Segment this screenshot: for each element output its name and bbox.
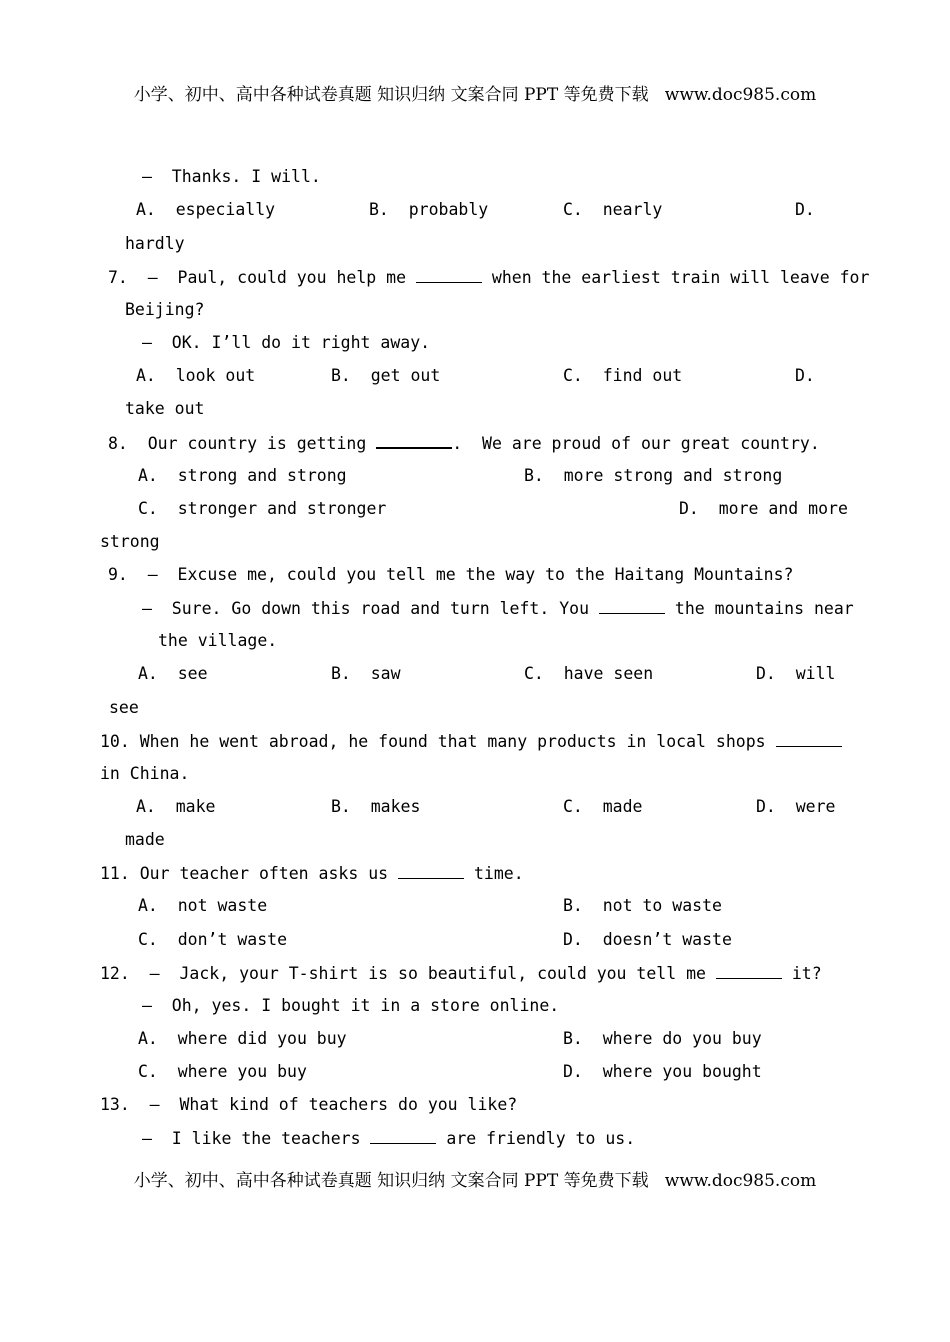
q7-stem-cont: Beijing?: [125, 300, 205, 319]
q7-stem-pre: 7. – Paul, could you help me: [108, 268, 407, 287]
q11-stem-post: time.: [473, 864, 524, 883]
q6-option-a: A. especially: [136, 200, 276, 219]
q9-reply-pre: – Sure. Go down this road and turn left. You: [142, 599, 590, 618]
q6-option-b: B. probably: [369, 200, 489, 219]
q9-option-a: A. see: [138, 664, 208, 683]
q7-option-c: C. find out: [563, 366, 683, 385]
q10-stem-pre: 10. When he went abroad, he found that many products in local shops: [100, 732, 766, 751]
q8-option-d: D. more and more: [679, 499, 848, 518]
q9-reply-post: the mountains near: [674, 599, 854, 618]
q9-option-d: D. will: [756, 664, 836, 683]
q6-option-d: D.: [795, 200, 815, 219]
q10-option-d-cont: made: [125, 830, 165, 849]
q8-stem: [108, 432, 820, 454]
q9-reply-cont: the village.: [158, 631, 278, 650]
q11-answer-blank: [398, 863, 464, 879]
q10-stem-cont: in China.: [100, 764, 190, 783]
page-header: 小学、初中、高中各种试卷真题 知识归纳 文案合同 PPT 等免费下载 www.doc985.com: [133, 85, 817, 105]
q12-stem-pre: 12. – Jack, your T-shirt is so beautiful, could you tell me: [100, 964, 706, 983]
q10-option-a: A. make: [136, 797, 216, 816]
q10-option-d: D. were: [756, 797, 836, 816]
q13-reply-post: are friendly to us.: [446, 1129, 636, 1148]
q8-option-c: C. stronger and stronger: [138, 499, 387, 518]
q9-answer-blank: [599, 598, 665, 614]
q7-option-a: A. look out: [136, 366, 256, 385]
q8-answer-blank: [376, 432, 452, 449]
q8-option-d-cont: strong: [100, 532, 160, 551]
q13-answer-blank: [370, 1128, 436, 1144]
q9-option-d-cont: see: [109, 698, 139, 717]
q8-stem-post: . We are proud of our great country.: [452, 434, 820, 453]
q12-stem-post: it?: [791, 964, 822, 983]
q13-reply: [142, 1128, 635, 1149]
q6-option-c: C. nearly: [563, 200, 663, 219]
q7-stem-post: when the earliest train will leave for: [491, 268, 870, 287]
q12-answer-blank: [716, 963, 782, 979]
q13-reply-pre: – I like the teachers: [142, 1129, 361, 1148]
q9-stem: 9. – Excuse me, could you tell me the way to the Haitang Mountains?: [108, 565, 794, 584]
q9-option-b: B. saw: [331, 664, 401, 683]
page-footer: 小学、初中、高中各种试卷真题 知识归纳 文案合同 PPT 等免费下载 www.doc985.com: [133, 1171, 817, 1191]
q10-option-c: C. made: [563, 797, 643, 816]
q11-option-c: C. don’t waste: [138, 930, 288, 949]
q7-option-d: D.: [795, 366, 815, 385]
q10-answer-blank: [776, 731, 842, 747]
q12-option-d: D. where you bought: [563, 1062, 762, 1081]
q12-option-b: B. where do you buy: [563, 1029, 762, 1048]
q13-stem: 13. – What kind of teachers do you like?: [100, 1095, 518, 1114]
q11-stem: [100, 863, 524, 884]
q10-stem: [100, 731, 842, 752]
q7-option-b: B. get out: [331, 366, 441, 385]
q12-option-a: A. where did you buy: [138, 1029, 347, 1048]
q12-option-c: C. where you buy: [138, 1062, 307, 1081]
q9-reply: [142, 598, 854, 619]
q8-option-a: A. strong and strong: [138, 466, 347, 485]
q7-option-d-cont: take out: [125, 399, 205, 418]
q11-option-d: D. doesn’t waste: [563, 930, 732, 949]
q11-option-a: A. not waste: [138, 896, 268, 915]
q9-option-c: C. have seen: [524, 664, 654, 683]
q7-answer-blank: [416, 267, 482, 283]
q12-stem: [100, 963, 822, 984]
q6-option-d-cont: hardly: [125, 234, 185, 253]
q11-option-b: B. not to waste: [563, 896, 722, 915]
q12-reply: – Oh, yes. I bought it in a store online.: [142, 996, 560, 1015]
q8-stem-pre: 8. Our country is getting: [108, 434, 367, 453]
q6-reply: – Thanks. I will.: [142, 167, 321, 186]
q7-stem: [108, 267, 869, 288]
q10-option-b: B. makes: [331, 797, 421, 816]
q8-option-b: B. more strong and strong: [524, 466, 783, 485]
q11-stem-pre: 11. Our teacher often asks us: [100, 864, 389, 883]
q7-reply: – OK. I’ll do it right away.: [142, 333, 431, 352]
